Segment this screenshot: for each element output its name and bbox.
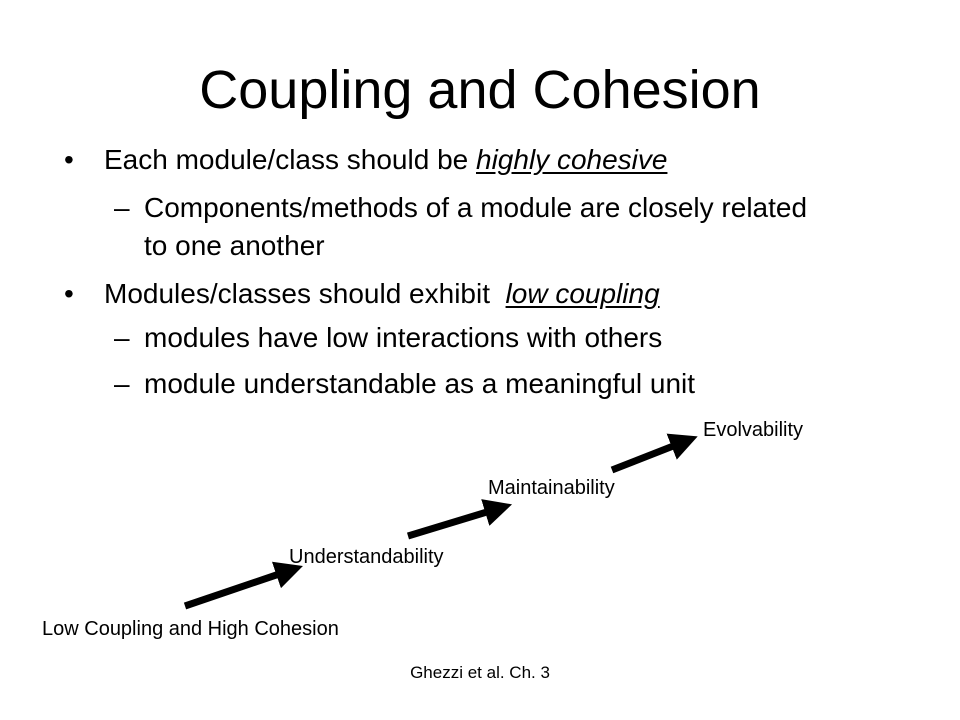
- sub-bullet-interactions: modules have low interactions with others: [144, 322, 663, 353]
- bullet-marker: •: [64, 144, 74, 175]
- bullet-cohesion-emphasis: highly cohesive: [476, 144, 668, 175]
- bullet-marker: •: [64, 278, 74, 309]
- bullet-coupling-text: Modules/classes should exhibit: [104, 278, 506, 309]
- bullet-cohesion-text: Each module/class should be: [104, 144, 476, 175]
- arrow-2: [408, 508, 500, 536]
- sub-bullet-marker: –: [114, 192, 130, 223]
- stage-maintainability: Maintainability: [488, 477, 615, 499]
- stage-evolvability: Evolvability: [703, 419, 804, 441]
- slide-title: Coupling and Cohesion: [199, 60, 761, 120]
- stage-understandability: Understandability: [289, 546, 444, 568]
- arrow-3: [612, 441, 686, 470]
- bullet-coupling-emphasis: low coupling: [505, 278, 660, 309]
- arrow-1: [185, 570, 291, 606]
- stage-low-coupling-high-cohesion: Low Coupling and High Cohesion: [42, 618, 339, 640]
- sub-bullet-components-cont: to one another: [144, 230, 325, 261]
- sub-bullet-components: Components/methods of a module are closely related: [144, 192, 808, 223]
- sub-bullet-marker: –: [114, 368, 130, 399]
- citation: Ghezzi et al. Ch. 3: [410, 663, 550, 682]
- sub-bullet-understandable: module understandable as a meaningful unit: [144, 368, 696, 399]
- sub-bullet-marker: –: [114, 322, 130, 353]
